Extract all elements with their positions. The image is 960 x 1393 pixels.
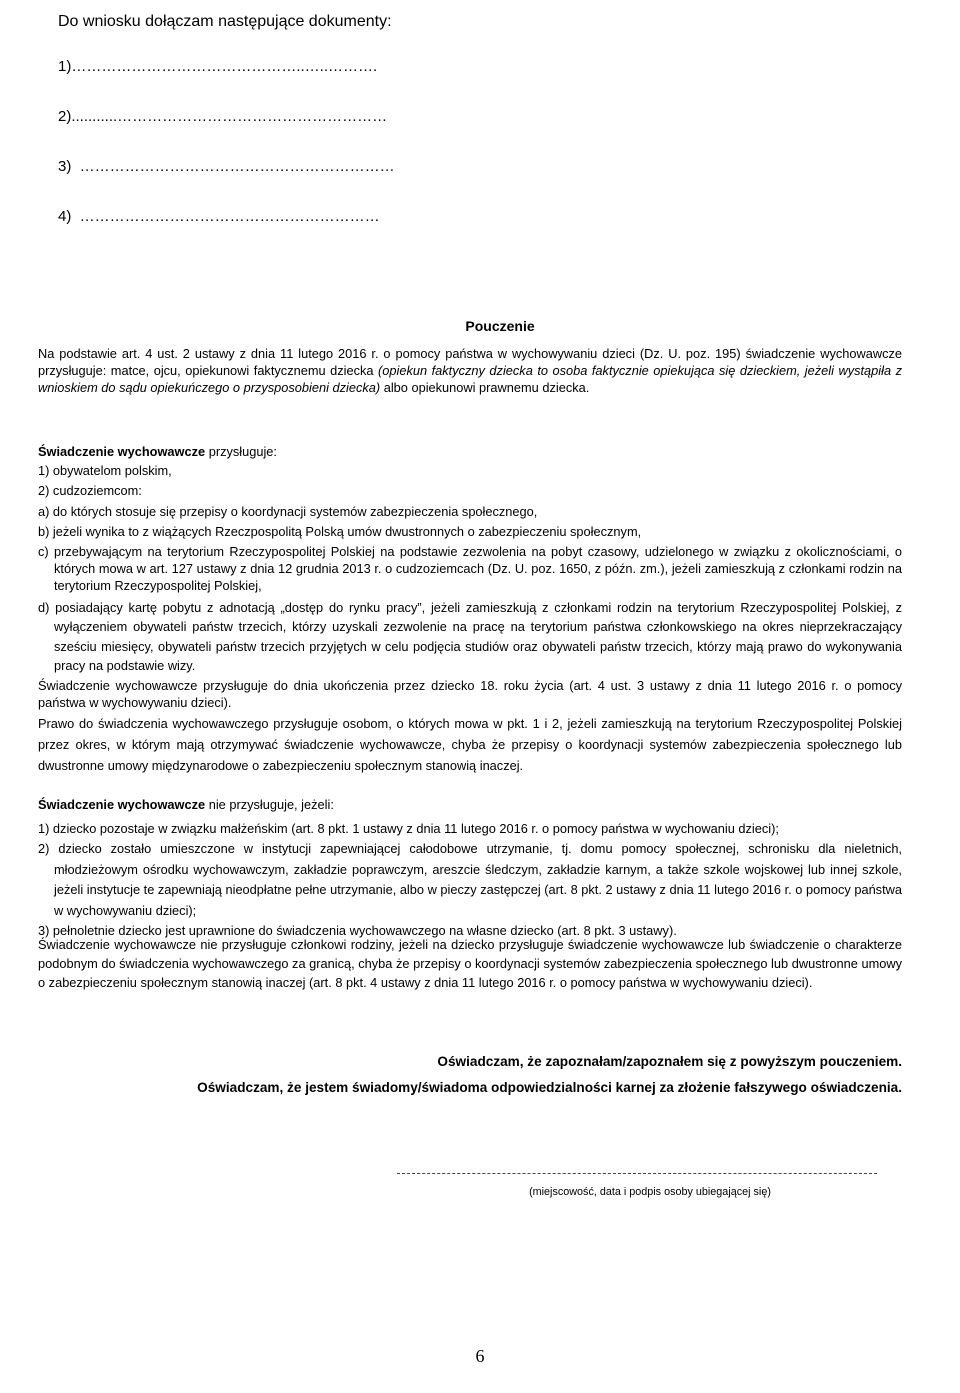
declaration-2: Oświadczam, że jestem świadomy/świadoma odpowiedzialności karnej za złożenie fałszywego oświadczenia.	[197, 1080, 902, 1095]
entitled-item-2: 2) cudzoziemcom:	[38, 483, 142, 499]
family-section	[38, 935, 902, 992]
entitled-section	[38, 443, 902, 676]
not-entitled-item-1: 1) dziecko pozostaje w związku małżeńskim (art. 8 pkt. 1 ustawy z dnia 11 lutego 2016 r. o pomocy państwa w wychowaniu dzieci);	[38, 820, 779, 836]
signature-caption: (miejscowość, data i podpis osoby ubiegającej się)	[529, 1186, 771, 1198]
entitled-item-a: a) do których stosuje się przepisy o koordynacji systemów zabezpieczenia społecznego,	[38, 503, 538, 519]
declaration-1: Oświadczam, że zapoznałam/zapoznałem się z powyższym pouczeniem.	[437, 1054, 902, 1069]
not-entitled-item-3: 3) pełnoletnie dziecko jest uprawnione do świadczenia wychowawczego na własne dziecko (art. 8 pkt. 3 ustawy).	[38, 923, 677, 938]
residence-para: Prawo do świadczenia wychowawczego przysługuje osobom, o których mowa w pkt. 1 i 2, jeżeli zamieszkują na terytorium Rzeczypospolitej Polskiej przez okres, w którym mają otrzymywać świadczenie wychowawcze, chyba że przepisy o koordynacji systemów zabezpieczenia społecznego lub dwustronne umowy międzynarodowe o zabezpieczeniu społecznym stanowią inaczej.	[38, 716, 902, 773]
entitled-bold: Świadczenie wychowawcze	[38, 444, 206, 459]
not-entitled-item-2: 2) dziecko zostało umieszczone w instytucji zapewniającej całodobowe utrzymanie, tj. domu pomocy społecznej, schronisku dla nieletnich, młodzieżowym ośrodku wychowawczym, zakładzie poprawczym, areszcie śledczym, zakładzie karnym, a także szkole wojskowej lub innej szkole, jeżeli instytucje te zapewniają nieodpłatne pełne utrzymanie, albo w pieczy zastępczej (art. 8 pkt. 2 ustawy z dnia 11 lutego 2016 r. o pomocy państwa w wychowywaniu dzieci);	[38, 841, 902, 918]
age-limit-section	[38, 677, 902, 711]
family-para: Świadczenie wychowawcze nie przysługuje członkowi rodziny, jeżeli na dziecko przysługuje świadczenie wychowawcze lub świadczenie o charakterze podobnym do świadczenia wychowawczego za granicą, chyba że przepisy o koordynacji systemów zabezpieczenia społecznego lub dwustronne umowy o zabezpieczeniu społecznym stanowią inaczej (art. 8 pkt. 4 ustawy z dnia 11 lutego 2016 r. o pomocy państwa w wychowywaniu dzieci).	[38, 937, 902, 990]
entitled-item-c: c) przebywającym na terytorium Rzeczypospolitej Polskiej na podstawie zezwolenia na pobyt czasowy, udzielonego w związku z okolicznościami, o których mowa w art. 127 ustawy z dnia 12 grudnia 2013 r. o cudzoziemcach (Dz. U. poz. 1650, z późn. zm.), jeżeli zamieszkują z członkami rodzin na terytorium Rzeczypospolitej Polskiej,	[38, 544, 902, 594]
instruction-title: Pouczenie	[465, 318, 535, 334]
not-entitled-section	[38, 795, 902, 942]
attachment-line-3[interactable]: 3) ………………………………………………………	[58, 158, 395, 175]
not-entitled-rest: nie przysługuje, jeżeli:	[205, 797, 334, 812]
attachment-line-1[interactable]: 1)………………………………………..…..……….	[58, 58, 378, 75]
entitled-item-d: d) posiadający kartę pobytu z adnotacją „dostęp do rynku pracy”, jeżeli zamieszkują z członkami rodzin na terytorium Rzeczypospolitej Polskiej, z wyłączeniem obywateli państw trzecich, którzy uzyskali zezwolenie na pracę na terytorium państwa członkowskiego na okres nieprzekraczający sześciu miesięcy, obywateli państw trzecich przyjętych w celu podjęcia studiów oraz obywateli państw trzecich, którzy mają prawo do wykonywania pracy na podstawie wizy.	[38, 599, 902, 674]
attachment-line-2[interactable]: 2)...........………………………………………………	[58, 108, 388, 125]
intro-italic: (opiekun faktyczny dziecka to osoba faktycznie opiekująca się dzieckiem, jeżeli wystąpiła z wnioskiem do sądu opiekuńczego o przysposobieni dziecka)	[38, 363, 902, 396]
intro-part-2: albo opiekunowi prawnemu dziecka.	[380, 380, 590, 396]
entitled-item-b: b) jeżeli wynika to z wiążących Rzeczpospolitą Polską umów dwustronnych o zabezpieczeniu społecznym,	[38, 523, 642, 539]
entitled-item-1: 1) obywatelom polskim,	[38, 463, 172, 479]
entitled-rest: przysługuje:	[205, 444, 277, 459]
residence-section	[38, 713, 902, 776]
page-number: 6	[475, 1346, 485, 1366]
attachments-heading: Do wniosku dołączam następujące dokumenty:	[58, 13, 392, 30]
until-age-para: Świadczenie wychowawcze przysługuje do dnia ukończenia przez dziecko 18. roku życia (art. 4 ust. 3 ustawy z dnia 11 lutego 2016 r. o pomocy państwa w wychowywaniu dzieci).	[38, 678, 902, 711]
signature-line[interactable]	[397, 1173, 877, 1174]
not-entitled-bold: Świadczenie wychowawcze	[38, 797, 206, 812]
intro-part-1: Na podstawie art. 4 ust. 2 ustawy z dnia 11 lutego 2016 r. o pomocy państwa w wychowywaniu dzieci (Dz. U. poz. 195) świadczenie wychowawcze przysługuje: matce, ojcu, opiekunowi faktycznemu dziecka	[38, 346, 902, 379]
attachment-line-4[interactable]: 4) ……………………………………………………	[58, 208, 380, 225]
instruction-intro	[38, 345, 902, 397]
